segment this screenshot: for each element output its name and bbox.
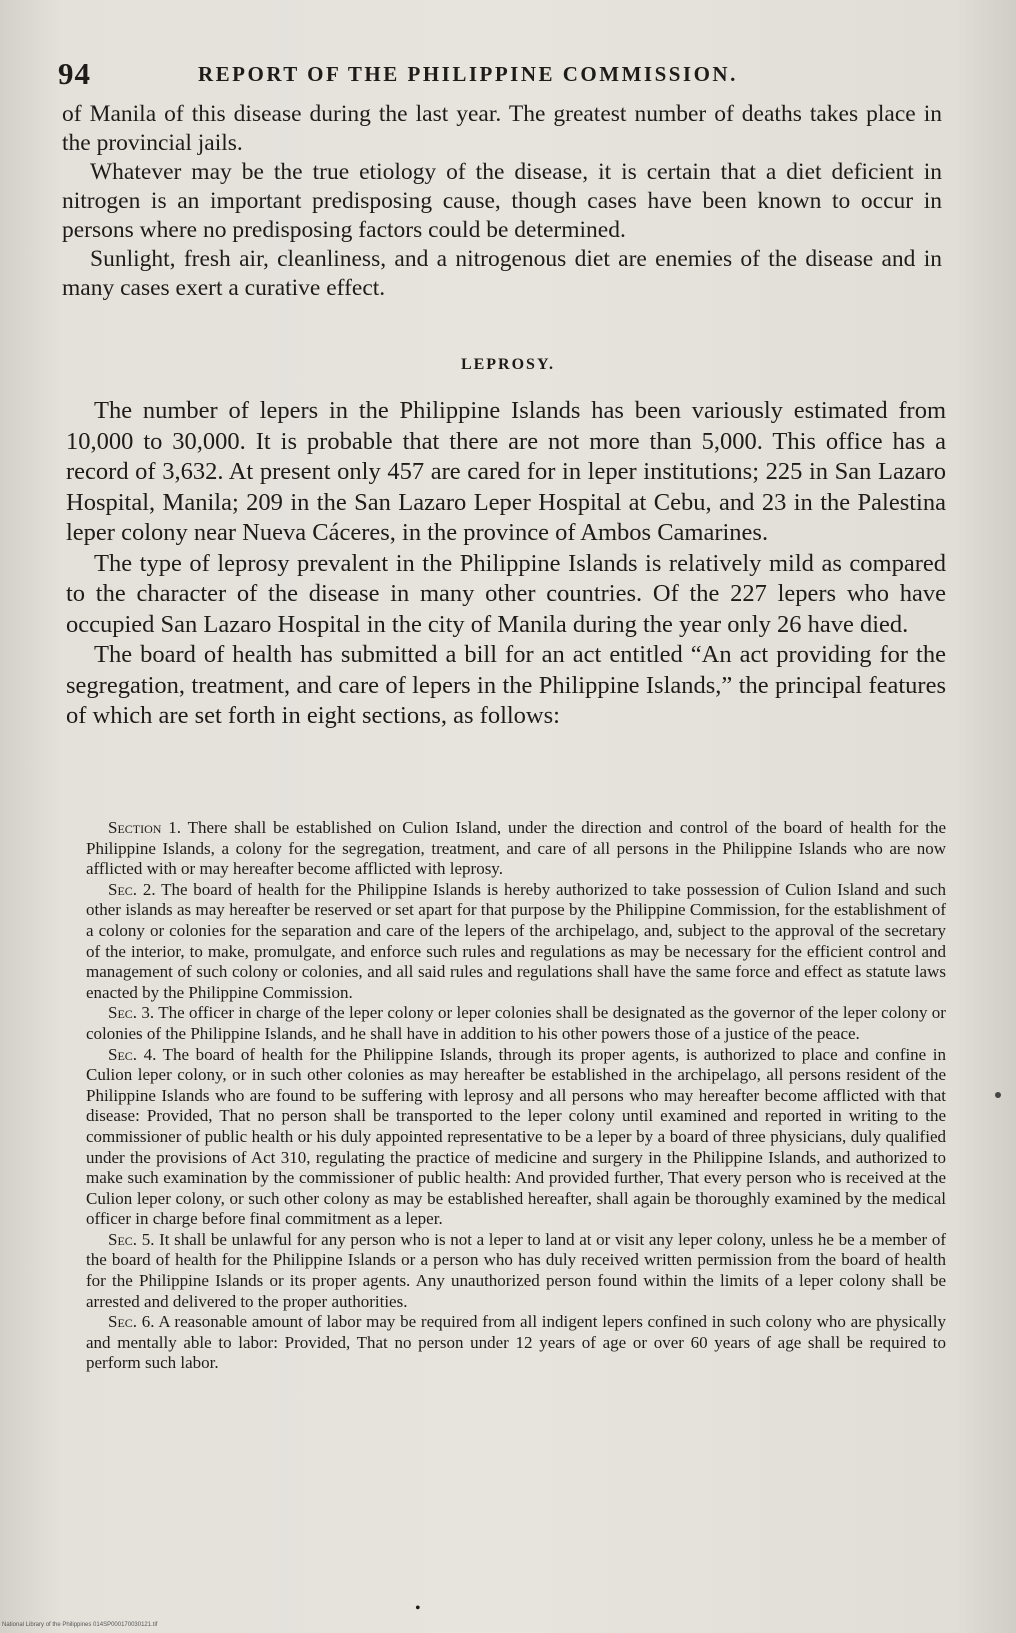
act-section xyxy=(86,1003,946,1044)
act-section-text: There shall be established on Culion Island, under the direction and control of the board of health for the Philippine Islands, a colony for the segregation, treatment, and care of all persons in the Philippine Islands who are now afflicted with or may hereafter become afflicted with leprosy. xyxy=(86,818,946,879)
act-section-label: Sec. 5. xyxy=(108,1229,155,1249)
section-heading: LEPROSY. xyxy=(460,356,556,373)
intro-paragraph: of Manila of this disease during the last year. The greatest number of deaths takes place in the provincial jails. xyxy=(62,101,942,156)
act-section-label: Sec. 2. xyxy=(108,879,156,899)
act-section xyxy=(86,1312,946,1374)
act-section-text: The board of health for the Philippine Islands is hereby authorized to take possession of Culion Island and such other islands as may hereafter be reserved or set apart for that purpose by the Philippine Commission, for the establishment of a colony or colonies for the separation and care of the lepers of the archipelago, and, subject to the approval of the secretary of the interior, to make, promulgate, and enforce such rules and regulations as may be necessary for the efficient control and management of such colony or colonies, and all said rules and regulations shall have the same force and effect as statute laws enacted by the Philippine Commission. xyxy=(86,879,946,1002)
intro-paragraph: Whatever may be the true etiology of the disease, it is certain that a diet deficient in nitrogen is an important predisposing cause, though cases have been known to occur in persons where no predisposing factors could be determined. xyxy=(62,159,942,243)
act-section-label: Sec. 3. xyxy=(108,1003,155,1023)
page-header xyxy=(58,52,958,92)
act-section xyxy=(86,1230,946,1312)
intro-paragraph: Sunlight, fresh air, cleanliness, and a nitrogenous diet are enemies of the disease and in many cases exert a curative effect. xyxy=(62,246,942,301)
act-section-label: Sec. 6. xyxy=(108,1312,155,1332)
act-section-text: The officer in charge of the leper colony or leper colonies shall be designated as the governor of the leper colony or colonies of the Philippine Islands, and he shall have in addition to his other powers those of a justice of the peace. xyxy=(86,1003,946,1043)
page-number: 94 xyxy=(58,56,91,91)
act-section-text: It shall be unlawful for any person who is not a leper to land at or visit any leper colony, unless he be a member of the board of health for the Philippine Islands or a person who has duly received written permission from the board of health for the Philippine Islands or its proper agents. Any unauthorized person found within the limits of a leper colony shall be arrested and delivered to the proper authorities. xyxy=(86,1229,947,1311)
scan-credit: National Library of the Philippines 014SP000170030121.tif xyxy=(2,1622,158,1628)
act-section xyxy=(86,1045,946,1230)
leprosy-text xyxy=(66,396,946,732)
act-section-text: The board of health for the Philippine Islands, through its proper agents, is authorized to place and confine in Culion leper colony, or in such other colonies as may hereafter be established in the archipelago, all persons resident of the Philippine Islands who are found to be suffering with leprosy and all persons who may hereafter become afflicted with that disease: Provided, That no person shall be transported to the leper colony until examined and reported in writing to the commissioner of public health or his duly appointed representative to be a leper by a board of three physicians, duly qualified under the provisions of Act 310, regulating the practice of medicine and surgery in the Philippine Islands, and authorized to make such examination by the commissioner of public health: And provided further, That every person who is received at the Culion leper colony, or such other colony as may be established hereafter, shall again be thoroughly examined by the medical officer in charge before final commitment as a leper. xyxy=(86,1044,946,1229)
leprosy-paragraph: The number of lepers in the Philippine Islands has been variously estimated from 10,000 to 30,000. It is probable that there are not more than 5,000. This office has a record of 3,632. At present only 457 are cared for in leper institutions; 225 in San Lazaro Hospital, Manila; 209 in the San Lazaro Leper Hospital at Cebu, and 23 in the Palestina leper colony near Nueva Cáceres, in the province of Ambos Camarines. xyxy=(66,397,946,546)
intro-text xyxy=(62,100,942,303)
margin-mark xyxy=(995,1092,1001,1098)
leprosy-paragraph: The board of health has submitted a bill for an act entitled “An act providing for the segregation, treatment, and care of lepers in the Philippine Islands,” the principal features of which are set forth in eight sections, as follows: xyxy=(66,641,946,729)
running-head: REPORT OF THE PHILIPPINE COMMISSION. xyxy=(198,62,738,86)
act-section-label: Sec. 4. xyxy=(108,1044,157,1064)
act-sections xyxy=(86,818,946,1374)
act-section xyxy=(86,818,946,880)
leprosy-paragraph: The type of leprosy prevalent in the Philippine Islands is relatively mild as compared to the character of the disease in many other countries. Of the 227 lepers who have occupied San Lazaro Hospital in the city of Manila during the year only 26 have died. xyxy=(66,549,946,638)
footer-dot: • xyxy=(415,1600,421,1617)
act-section-text: A reasonable amount of labor may be required from all indigent lepers confined in such colony who are physically and mentally able to labor: Provided, That no person under 12 years of age or over 60 years of age shall be required to perform such labor. xyxy=(86,1312,947,1373)
act-section xyxy=(86,880,946,1004)
act-section-label: Section 1. xyxy=(108,818,182,837)
